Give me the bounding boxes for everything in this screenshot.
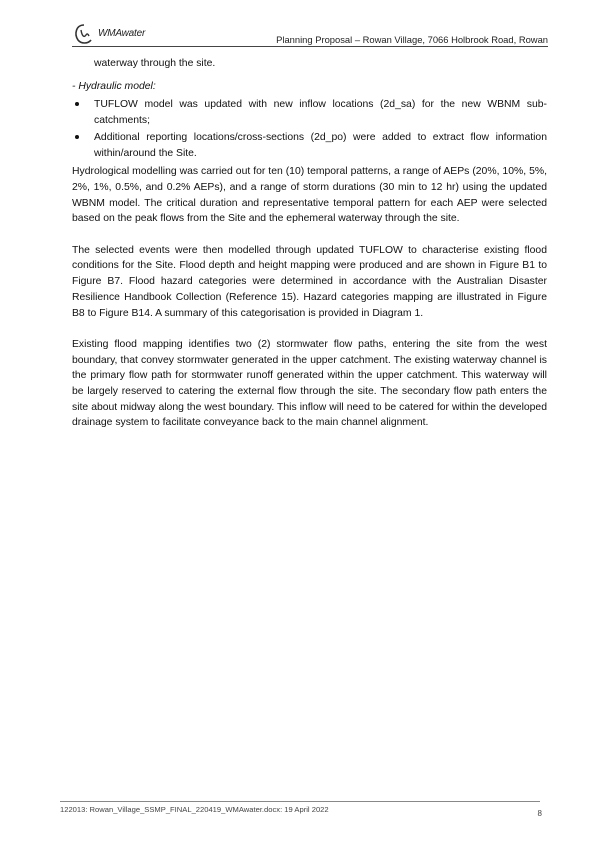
bullet-icon — [75, 102, 79, 106]
footer-divider — [60, 801, 540, 802]
hydraulic-model-heading: - Hydraulic model: — [72, 80, 156, 92]
paragraph-spacer — [72, 321, 547, 337]
paragraph-tuflow-events: The selected events were then modelled through updated TUFLOW to characterise existing flood conditions for the Site. Flood depth and height mapping were produced and are shown in Figure B1 to Figure B7. Flood hazard categories were determined in accordance with the Australian Disaster Resilience Handbook Collection (Reference 15). Hazard categories mapping are illustrated in Figure B8 to Figure B14. A summary of this categorisation is provided in Diagram 1. — [72, 244, 547, 319]
paragraph-spacer — [72, 227, 547, 243]
paragraph-flood-mapping: Existing flood mapping identifies two (2) stormwater flow paths, entering the site from the west boundary, that convey stormwater generated in the upper catchment. The existing waterway channel is the primary flow path for stormwater runoff generated within the upper catchment. This waterway will be largely reserved to catering the external flow through the site. The secondary flow path enters the site about midway along the west boundary. This inflow will need to be catered for within the developed drainage system to facilitate conveyance back to the main channel alignment. — [72, 338, 547, 429]
document-body — [72, 56, 547, 431]
list-item: Additional reporting locations/cross-sections (2d_po) were added to extract flow information within/around the Site. — [72, 130, 547, 161]
logo-text: WMAwater — [98, 28, 146, 39]
list-item: TUFLOW model was updated with new inflow locations (2d_sa) for the new WBNM sub-catchments; — [72, 97, 547, 128]
footer-doc-ref: 122013: Rowan_Village_SSMP_FINAL_220419_WMAwater.docx: 19 April 2022 — [60, 805, 329, 814]
paragraph-hydrological-modelling: Hydrological modelling was carried out for ten (10) temporal patterns, a range of AEPs (20%, 10%, 5%, 2%, 1%, 0.5%, and 0.2% AEPs), and a range of storm durations (30 min to 12 hr) using the updated WBNM model. The critical duration and representative temporal pattern for each AEP were selected based on the peak flows from the Site and the ephemeral waterway through the site. — [72, 166, 547, 225]
bullet-list — [72, 97, 547, 161]
header-title: Planning Proposal – Rowan Village, 7066 Holbrook Road, Rowan — [276, 34, 548, 45]
company-logo — [72, 22, 146, 46]
continuation-text: waterway through the site. — [94, 58, 216, 69]
wave-logo-icon — [72, 22, 98, 46]
header-divider — [72, 46, 548, 47]
page-number: 8 — [537, 809, 542, 818]
bullet-icon — [75, 135, 79, 139]
